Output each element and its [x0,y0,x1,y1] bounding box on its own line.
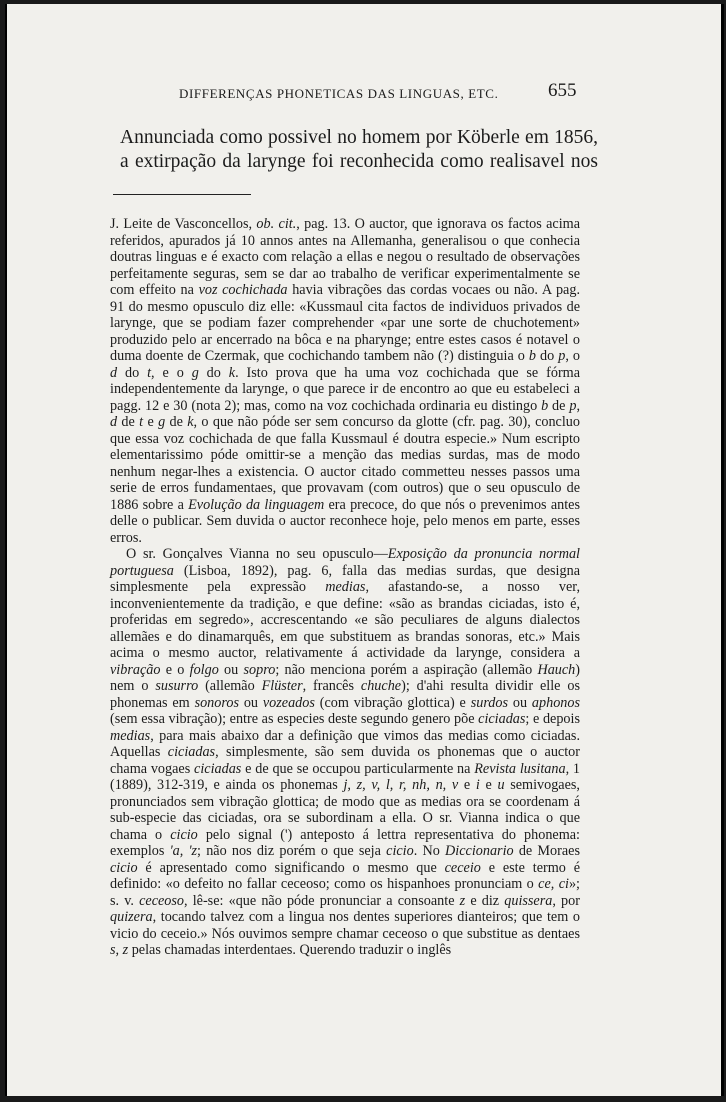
text-run: de [117,414,140,430]
italic-run: p [558,348,566,364]
footnote-rule [113,194,251,195]
text-run: ou [218,661,244,678]
text-run: pelo signal (') anteposto á lettra representativa do phonema: exemplos [110,826,580,859]
text-run: , pag. 13. O auctor, que ignorava os factos acima referidos, apurados já 10 annos antes na Allemanha, generalisou o que conhecia doutras linguas e é exacto com relação a ellas e negou o resultado de observações perfeitamente seguras, sem se dar ao trabalho de verificar experimentalmente se com effeito na [110,216,580,298]
italic-run: ce, ci [538,876,569,892]
text-run: (com vibração glottica) e [314,694,471,711]
italic-run: Exposição da pronuncia normal portuguesa [110,546,581,579]
italic-run: i [475,777,480,793]
text-run: ; não menciona porém a aspiração (allemão [275,661,538,678]
footnote-paragraph [110,546,580,959]
main-text [120,126,598,174]
text-run: , lê-se: «que não póde pronunciar a consoante [184,892,460,909]
text-run: (Lisboa, 1892), pag. 6, falla das medias surdas, que designa simplesmente pela expressão [110,562,580,595]
italic-run: k [187,414,194,430]
italic-run: Revista lusitana [474,760,566,777]
italic-run: chuche [360,678,402,694]
text-run: (allemão [198,678,262,694]
italic-run: Hauch [537,661,576,678]
italic-run: aphonos [531,694,581,711]
italic-run: vibração [110,661,161,678]
text-run: do [198,364,229,381]
italic-run: quizera [110,909,153,925]
italic-run: d [110,414,118,430]
italic-run: ciciadas [478,711,526,727]
text-run: e [458,777,476,793]
italic-run: g [191,364,199,381]
text-run: semivogaes, pronunciados sem vibração glottica; de modo que as medias ora se coordenam á sub-especie das ciciadas, ora se subordinam a ella. O sr. Vianna indica o que chama o [110,777,580,843]
italic-run: Diccionario [445,843,514,859]
text-run: do [536,348,559,364]
text-run: »; s. v. [110,876,580,909]
text-run: , 1 (1889), 312-319, e ainda os phonemas [110,760,581,793]
text-run: e [143,414,159,430]
italic-run: Flüster [261,678,303,694]
italic-run: t [147,364,152,381]
italic-run: d [110,364,118,381]
italic-run: s, z [110,942,129,958]
page-number: 655 [548,80,577,101]
italic-run: ob. cit. [256,216,297,232]
text-run: e [479,777,498,793]
book-page [5,4,724,1096]
footnote [110,216,580,959]
text-run: . Isto prova que ha uma voz cochichada que se fórma independentemente da larynge, o que parece ir de encontro ao que eu estabeleci a pagg. 12 e 30 (nota 2); mas, como na voz cochichada ordinaria eu distingo [110,364,580,414]
text-run: . No [413,843,446,859]
text-run: (sem essa vibração); entre as especies deste segundo genero põe [110,711,479,727]
italic-run: folgo [189,661,219,678]
italic-run: t [139,414,144,430]
text-run: , o que não póde ser sem concurso da glotte (cfr. pag. 30), concluo que essa voz cochichada de que falla Kussmaul é doutra especie.» Num escripto elementarissimo póde omittir-se a menção das medias surdas, mas de modo nenhum negar-lhes a existencia. O auctor citado commetteu nesses passos uma serie de erros fundamentaes, que provavam (com outros) que o seu opusculo de 1886 sobre a [110,414,580,513]
text-run: , simplesmente, são sem duvida os phonemas que o auctor chama vogaes [110,744,580,777]
text-run: J. Leite de Vasconcellos, [110,216,257,232]
text-run: ; e depois [525,711,580,727]
text-run: , francês [302,678,361,694]
italic-run: b [528,348,536,364]
text-run: e este termo é definido: «o defeito no fallar ceceoso; como os hispanhoes pronunciam o [110,859,580,892]
italic-run: g [158,414,166,430]
italic-run: z [459,892,466,909]
italic-run: u [497,777,505,793]
italic-run: p [569,397,577,414]
text-run: e diz [465,892,505,909]
italic-run: k [228,364,236,381]
italic-run: ciciadas [194,760,242,777]
running-header: DIFFERENÇAS PHONETICAS DAS LINGUAS, ETC. [179,86,499,101]
italic-run: cicio [170,826,198,843]
text-run: ou [508,694,532,711]
main-text-line: a extirpação da larynge foi reconhecida como realisavel nos [120,151,598,172]
italic-run: cicio [386,843,414,859]
text-run: , e o [151,364,192,381]
text-run: , o [565,348,580,364]
italic-run: b [541,397,549,414]
text-run: do [117,364,148,381]
italic-run: sonoros [194,694,239,711]
text-run: , por [552,892,580,909]
italic-run: ciciadas [167,744,216,760]
text-run: e de que se occupou particularmente na [241,760,475,777]
italic-run: susurro [155,678,199,694]
italic-run: vozeados [262,694,315,711]
italic-run: Evolução da linguagem [188,496,325,513]
text-run: , afastando-se, a nosso ver, inconvenientemente da tradição, e que define: «são as brandas ciciadas, isto é, proferidas em segredo», accrescentando «e são peculiares de alguns dialectos allemães e do dinamarquês, em que substituem as brandas sonoras, etc.» Mais acima o mesmo auctor, relativamente á actividade da larynge, considera a [110,579,580,661]
text-run: ; não nos diz porém o que seja [197,843,387,859]
text-run: , [576,397,580,414]
text-run: ) nem o [110,661,581,694]
italic-run: surdos [470,694,509,711]
text-run: , tocando talvez com a lingua nos dentes superiores dianteiros; que tem o vicio do ceceio.» Nós ouvimos sempre chamar ceceoso o que substitue as dentaes [110,909,580,942]
footnote-paragraph [110,216,580,546]
text-run: era precoce, do que nós o prevenimos antes delle o publicar. Sem duvida o auctor reconhece hoje, pelo menos em parte, esses erros. [110,496,580,546]
italic-run: voz cochichada [198,282,288,298]
text-run: de [548,397,570,414]
italic-run: ceceio [444,859,481,876]
text-run: e o [160,661,190,678]
italic-run: medias [110,727,151,744]
text-run: ou [238,694,263,711]
text-run: pelas chamadas interdentaes. Querendo traduzir o inglês [128,942,452,958]
text-run: , para mais abaixo dar a definição que vimos das medias como ciciadas. Aquellas [110,727,580,760]
text-run: ); d'ahi resulta dividir elle os phonemas em [110,678,580,711]
italic-run: sopro [243,661,276,678]
text-run: havia vibrações das cordas vocaes ou não. A pag. 91 do mesmo opusculo diz elle: «Kussmaul cita factos de individuos privados de larynge, que se podiam fazer comprehender «par une sorte de chuchotement» produzido pelo ar encerrado na bôca e na pharynge; entre estes casos é notavel o duma doente de Czermak, que cochichando tambem não (?) distinguia o [110,282,580,364]
text-run: O sr. Gonçalves Vianna no seu opusculo— [126,546,388,562]
italic-run: cicio [110,859,138,876]
main-text-line: Annunciada como possivel no homem por Köberle em 1856, [120,127,598,148]
italic-run: medias [325,579,366,595]
text-run: é apresentado como significando o mesmo que [137,859,445,876]
italic-run: ceceoso [139,892,185,909]
text-run: de [165,414,188,430]
text-run: de Moraes [513,843,580,859]
italic-run: j, z, v, l, r, nh, n, v [343,777,459,793]
italic-run: 'a, 'z [169,843,198,859]
italic-run: quissera [504,892,553,909]
